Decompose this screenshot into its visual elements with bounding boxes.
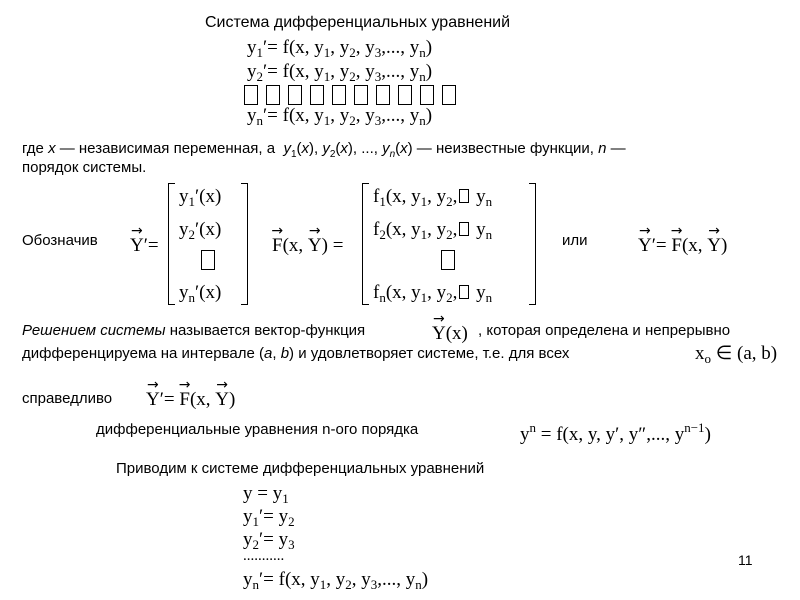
reduce-dots: ........... xyxy=(243,548,285,564)
description-line-1: где x — независимая переменная, а $y_1(x)$, $y_2(x)$, ..., $y_n(x)$ — неизвестные функции, n — xyxy=(22,140,626,160)
system-placeholder-row xyxy=(244,85,464,105)
reduce-eq-3: $y_2'= y_3$ xyxy=(243,529,295,552)
matrix-f: $f_1(x$, $y_1$, $y_2$, $y_n$ $f_2(x$, $y_1$, $y_2$, $y_n$ $f_n(x$, $y_1$, $y_2$, $y_n$ xyxy=(362,183,536,305)
definition-line-1: Решением системы называется вектор-функция xyxy=(22,322,366,339)
notation-or: или xyxy=(562,232,588,249)
nth-order-label: дифференциальные уравнения n-ого порядка xyxy=(96,421,419,438)
nth-order-equation: $y^n = f(x$, y, y′, y″,..., $y^{n-1}$) xyxy=(520,420,711,445)
reduce-eq-1: $y = y_1$ xyxy=(243,483,289,506)
reduce-eq-n: $y_n'= f(x$, $y_1$, $y_2$, $y_3$,..., $y_n$) xyxy=(243,569,429,592)
description-line-2: порядок системы. xyxy=(22,159,147,176)
vector-equation-justly: → Y′= → F(x, → Y) xyxy=(146,390,235,409)
vector-f-def: → F(x, → Y) = xyxy=(272,236,343,255)
definition-justly: справедливо xyxy=(22,390,113,407)
vector-y-x: → Y(x) xyxy=(432,324,468,343)
reduce-label: Приводим к системе дифференциальных уравнений xyxy=(116,460,485,477)
notation-label: Обозначив xyxy=(22,232,98,249)
vector-y-prime-def: → Y′= xyxy=(130,236,159,255)
matrix-y-prime: $y_1'(x)$ $y_2'(x)$ $y_n'(x)$ xyxy=(168,183,248,305)
definition-line-2: дифференцируема на интервале (a, b) и удовлетворяет системе, т.е. для всех xyxy=(22,345,570,362)
reduce-eq-2: $y_1'= y_2$ xyxy=(243,506,295,529)
x0-in-interval: $x_o$ ∈ (a, b) xyxy=(695,343,778,366)
system-eq-1: $y_1'= f(x$, $y_1$, $y_2$, $y_3$,..., $y_n$) xyxy=(247,37,433,60)
system-eq-n: $y_n'= f(x$, $y_1$, $y_2$, $y_3$,..., $y_n$) xyxy=(247,105,433,128)
page-number: 11 xyxy=(738,552,753,568)
slide-title: Система дифференциальных уравнений xyxy=(205,14,511,31)
definition-line-1-end: , которая определена и непрерывно xyxy=(478,322,731,339)
vector-equation-compact: → Y′= → F(x, → Y) xyxy=(638,236,727,255)
system-eq-2: $y_2'= f(x$, $y_1$, $y_2$, $y_3$,..., $y_n$) xyxy=(247,61,433,84)
